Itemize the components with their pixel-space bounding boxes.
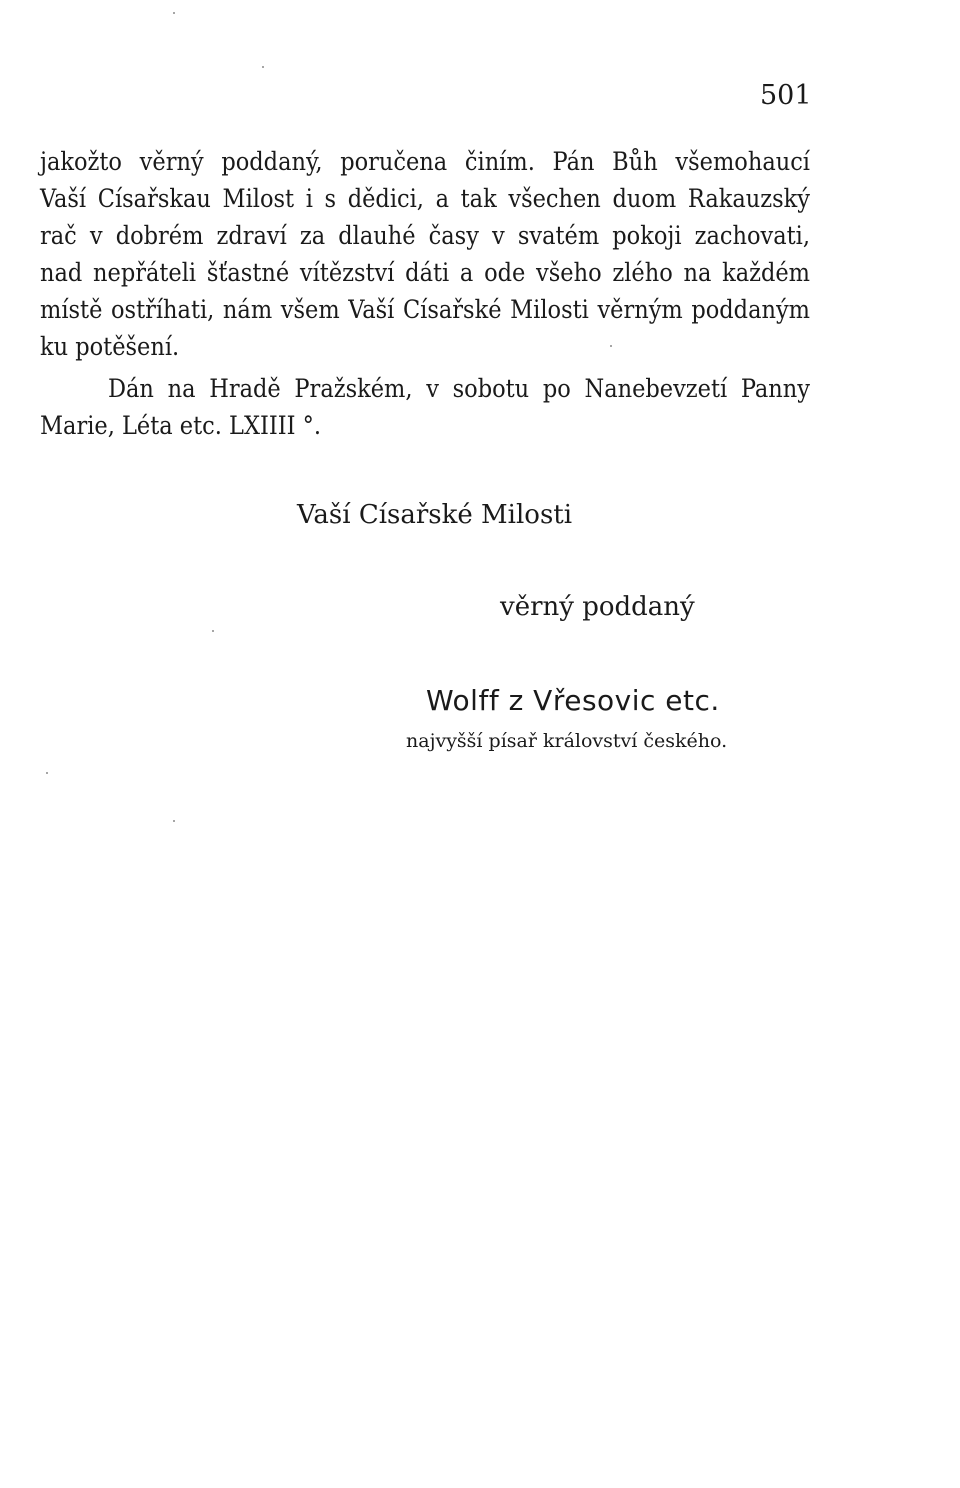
text-line: Dán na Hradě Pražském, v sobotu po Nanebevzetí Panny	[108, 374, 810, 403]
text-line: Marie, Léta etc. LXIIII °.	[40, 411, 322, 440]
text-line: místě ostříhati, nám všem Vaší Císařské Milosti věrným poddaným	[40, 295, 810, 324]
scan-speck	[262, 66, 264, 68]
signature-office: najvyšší písař království českého.	[406, 730, 728, 752]
scan-speck	[610, 345, 612, 347]
paragraph-letter-body	[40, 143, 810, 365]
text-line: Vaší Císařskau Milost i s dědici, a tak všechen duom Rakauzský	[40, 184, 810, 213]
closing-subject: věrný poddaný	[500, 592, 695, 622]
scan-speck	[212, 630, 214, 632]
scan-speck	[173, 12, 175, 14]
text-line: rač v dobrém zdraví za dlauhé časy v svatém pokoji zachovati,	[40, 221, 810, 250]
text-line: nad nepřáteli šťastné vítězství dáti a ode všeho zlého na každém	[40, 258, 810, 287]
text-line: jakožto věrný poddaný, poručena činím. Pán Bůh všemohaucí	[40, 147, 810, 176]
scan-speck	[46, 772, 48, 774]
page-number: 501	[760, 80, 812, 111]
scan-speck	[173, 820, 175, 822]
closing-salutation: Vaší Císařské Milosti	[297, 500, 573, 530]
paragraph-dateline	[40, 370, 810, 444]
text-line: ku potěšení.	[40, 332, 180, 361]
signature-name: Wolff z Vřesovic etc.	[426, 684, 720, 717]
